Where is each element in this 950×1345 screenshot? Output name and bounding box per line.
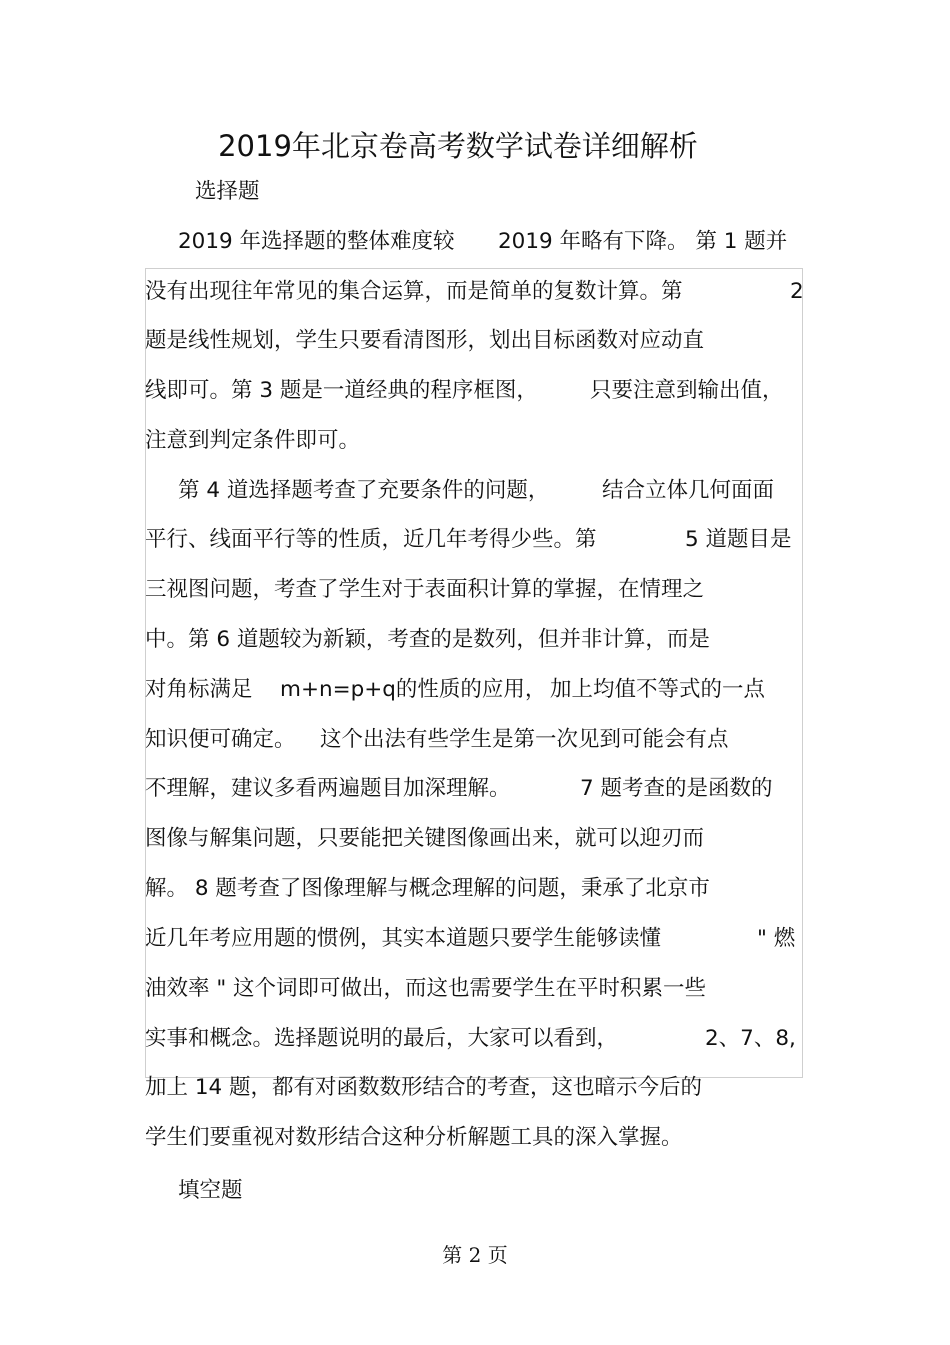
document-page: 2019年北京卷高考数学试卷详细解析 选择题 2019 年选择题的整体难度较 2019 年略有下降。 第 1 题并 没有出现往年常见的集合运算，而是简单的复数计算。第 2 题是线性规划，学生只要看清图形，划出目标函数对应动直 线即可。第 3 题是一道经典的程序框图， 只要注意到输出值， 注意到判定条件即可。 第 4 道选择题考查了充要条件的问题， 结合立体几何面面 平行、线面平行等的性质，近几年考得少些。第 5 道题目是 三视图问题，考查了学生对于表面积计算的掌握，在情理之 中。第 6 道题较为新颖，考查的是数列，但并非计算，而是 对角标满足 m+n=p+q的性质的应用， 加上均值不等式的一点 知识便可确定。 这个出法有些学生是第一次见到可能会有点 不理解，建议多看两遍题目加深理解。 7 题考查的是函数的 图像与解集问题，只要能把关键图像画出来，就可以迎刃而 解。 8 题考查了图像理解与概念理解的问题，秉承了北京市 近几年考应用题的惯例，其实本道题只要学生能够读懂 " 燃 油效率 " 这个词即可做出，而这也需要学生在平时积累一些 实事和概念。选择题说明的最后，大家可以看到， 2、7、8, 加上 14 题，都有对函数数形结合的考查，这也暗示今后的 学生们要重视对数形结合这种分析解题工具的深入掌握。 填空题 第 2 页	[0, 0, 950, 1345]
page-title: 2019年北京卷高考数学试卷详细解析	[218, 129, 698, 163]
section-heading-choice: 选择题	[195, 179, 260, 204]
page-number: 第 2 页	[442, 1243, 508, 1267]
section-heading-fill-in: 填空题	[178, 1178, 243, 1203]
